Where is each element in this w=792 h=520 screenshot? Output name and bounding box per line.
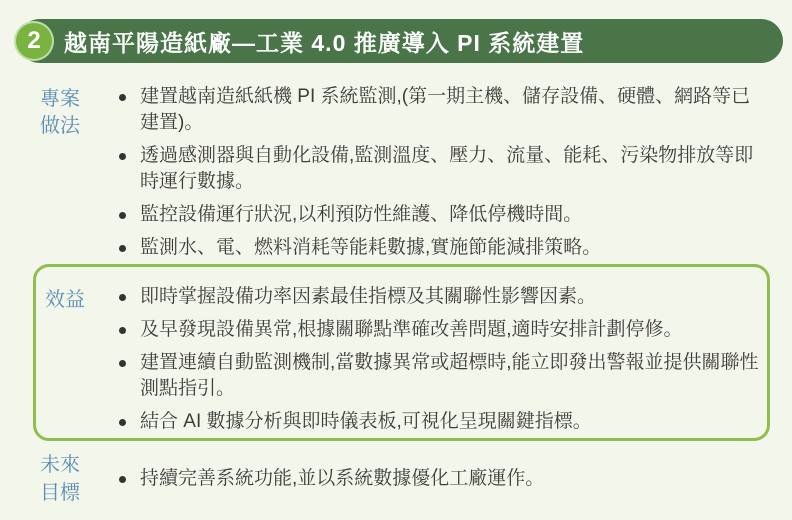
bullet-list-future-goals (111, 466, 763, 499)
bullet-item: 結合 AI 數據分析與即時儀表板,可視化呈現關鍵指標。 (111, 409, 759, 435)
bullet-item: 持續完善系統功能,並以系統數據優化工廠運作。 (111, 466, 763, 492)
bullet-list-project-approach (111, 84, 763, 268)
section-number-badge (14, 21, 54, 61)
bullet-item: 監測水、電、燃料消耗等能耗數據,實施節能減排策略。 (111, 235, 763, 261)
section-label-future-goals: 未來目標 (40, 454, 80, 504)
bullet-item: 監控設備運行狀況,以利預防性維護、降低停機時間。 (111, 202, 763, 228)
bullet-item: 透過感測器與自動化設備,監測溫度、壓力、流量、能耗、污染物排放等即時運行數據。 (111, 143, 763, 195)
bullet-item: 及早發現設備異常,根據關聯點準確改善問題,適時安排計劃停修。 (111, 317, 759, 343)
section-label-project-approach: 專案做法 (40, 88, 80, 137)
slide-header (18, 19, 783, 63)
bullet-item: 建置越南造紙紙機 PI 系統監測,(第一期主機、儲存設備、硬體、網路等已建置)。 (111, 84, 763, 136)
section-label-benefits: 效益 (45, 289, 85, 311)
section-number: 2 (27, 27, 41, 54)
bullet-item: 建置連續自動監測機制,當數據異常或超標時,能立即發出警報並提供關聯性測點指引。 (111, 350, 759, 402)
bullet-list-benefits (111, 284, 759, 442)
bullet-item: 即時掌握設備功率因素最佳指標及其關聯性影響因素。 (111, 284, 759, 310)
slide-title: 越南平陽造紙廠—工業 4.0 推廣導入 PI 系統建置 (64, 29, 585, 56)
